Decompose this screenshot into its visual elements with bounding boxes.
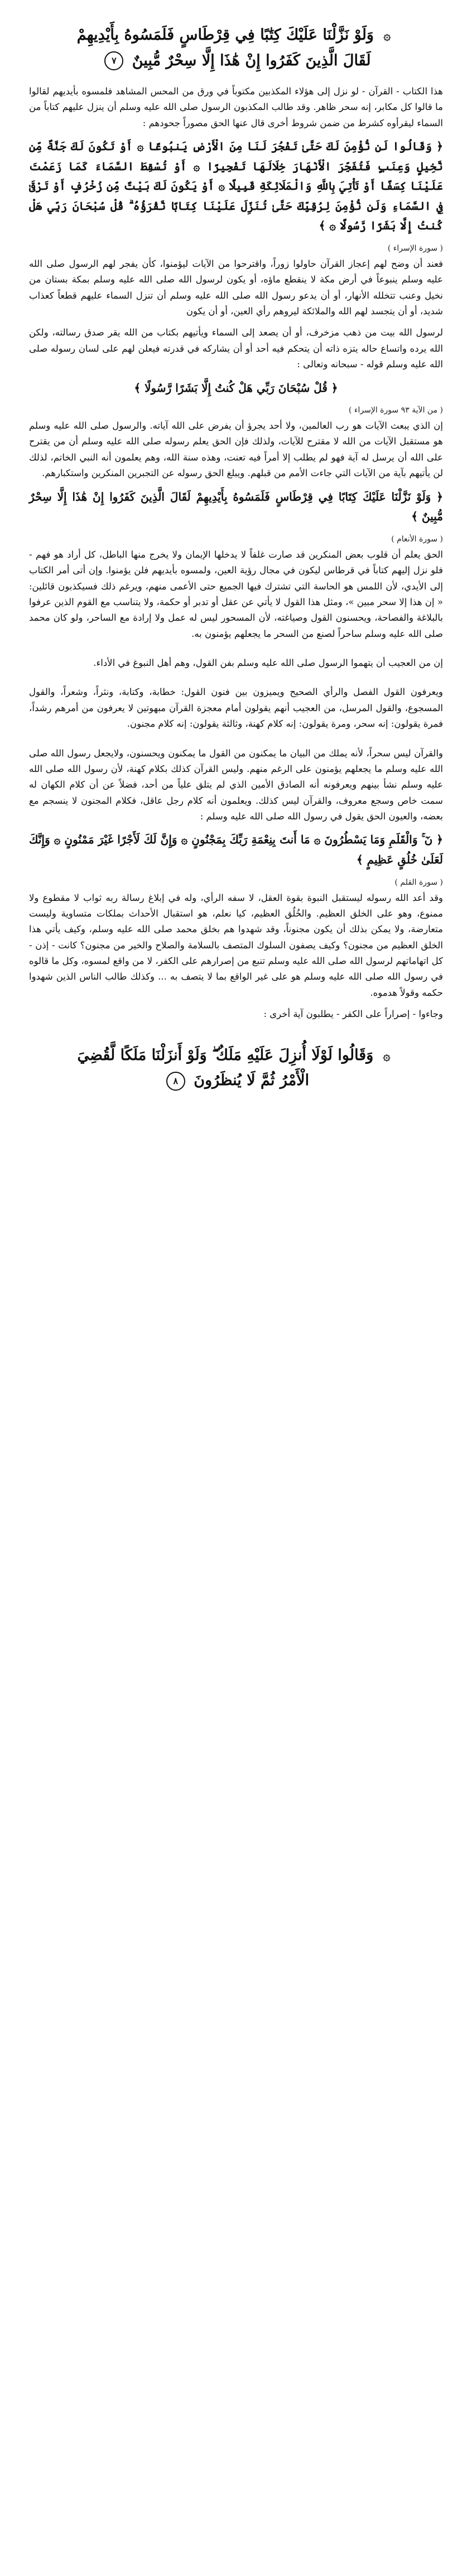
verse-anam: ﴿ وَلَوْ نَزَّلْنَا عَلَيْكَ كِتَابًا فِي قِرْطَاسٍ فَلَمَسُوهُ بِأَيْدِيهِمْ لَقَالَ الَّذِينَ كَفَرُوا إِنْ هَٰذَا إِلَّا سِحْرٌ مُّبِينٌ ﴾ bbox=[29, 490, 443, 524]
banner-top-line-1 bbox=[29, 22, 443, 48]
verse-isra: ﴿ وَقَالُوا لَن نُّؤْمِنَ لَكَ حَتَّىٰ تَفْجُرَ لَنَا مِنَ الْأَرْضِ يَنبُوعًا ۞ أَوْ تَكُونَ لَكَ جَنَّةٌ مِّن نَّخِيلٍ وَعِنَبٍ فَتُفَجِّرَ الْأَنْهَارَ خِلَالَهَا تَفْجِيرًا ۞ أَوْ تُسْقِطَ السَّمَاءَ كَمَا زَعَمْتَ عَلَيْنَا كِسَفًا أَوْ تَأْتِيَ بِاللَّهِ وَالْمَلَائِكَةِ قَبِيلًا ۞ أَوْ يَكُونَ لَكَ بَيْتٌ مِّن زُخْرُفٍ أَوْ تَرْقَىٰ فِي السَّمَاءِ وَلَن نُّؤْمِنَ لِرُقِيِّكَ حَتَّىٰ تُنَزِّلَ عَلَيْنَا كِتَابًا نَّقْرَؤُهُ ۗ قُلْ سُبْحَانَ رَبِّي هَلْ كُنتُ إِلَّا بَشَرًا رَّسُولًا ۞ ﴾ bbox=[29, 139, 443, 233]
paragraph-6: إن من العجيب أن يتهموا الرسول صلى الله عليه وسلم بفن القول، وهم أهل النبوغ في الأداء. bbox=[93, 658, 443, 669]
spacer bbox=[29, 677, 443, 684]
banner-bottom-line-1 bbox=[29, 1043, 443, 1068]
paragraph-4: إن الذي يبعث الآيات هو رب العالمين، ولا أحد يجرؤ أن يفرض على الله آياته. والرسول صلى الله عليه وسلم هو مستقبل الآيات من الله لا مقترح للآيات، ولذلك فإن الحق يعلم رسوله صلى الله عليه وسلم أن من يقترح على الله أن يرسل له آية فهو لم يطلب إلا أمراً فيه تعنت، وهذه سنة الله، وهم يعلمون أنه النبي الخاتم، لذلك لن يأتيهم بآية من الآيات التي جاءت الأمم من قبلهم. ويبلغ الحق رسوله عن التجبرين المنكرين واستكبارهم. bbox=[29, 420, 443, 479]
paragraph-5: الحق يعلم أن قلوب بعض المنكرين قد صارت غلفاً لا يدخلها الإيمان ولا يخرج منها الباطل، كل أراد هو فهم - فلو نزل إليهم كتاباً في قرطاس ليكون في مجال رؤية العين، ولمسوه بأيديهم فلن يؤمنوا. وإن أتى أمر الكتاب إلى الأيدي، لأن اللمس هو الحاسة التي تشترك فيها الجميع حتى الأعمى منهم، ويرغم ذلك فسيكذبون قائلين: « إن هذا إلا سحر مبين »، ومثل هذا القول لا يأتي عن عقل أو تدبر أو حكمة، ولا يتناسب مع القوم الذين عرفوا بالبلاغة والفصاحة، ويحسنون القول وصياغته، لأن المسحور ليس له عمل ولا إرادة مع الساحر، ولو كان محمد صلى الله عليه وسلم ساحراً لصنع من السحر ما يجعلهم يؤمنون به. bbox=[29, 549, 443, 639]
paragraph-2: فعند أن وضح لهم إعجاز القرآن حاولوا زوراً، واقترحوا من الآيات ليؤمنوا، كأن يفجر لهم الرسول صلى الله عليه وسلم ينبوعاً في أرض مكة لا ينقطع ماؤه، أو يكون لرسول الله صلى الله عليه وسلم بمكة بستان من نخيل وعنب تتخلله الأنهار، أو أن يدعو رسول الله صلى الله عليه وسلم أن تنزل السماء عليهم قطعاً كعذاب شديد، أو أن يتجسد لهم الله والملائكة ليروهم رأي العين، أو أن يكون bbox=[29, 258, 443, 316]
paragraph-8: والقرآن ليس سحراً، لأنه يملك من البيان ما يمكنون من القول ما يمكنون ويحسنون، ولايجعل رسول الله صلى الله عليه وسلم ما يجعلهم يؤمنون على الرغم منهم. وليس القرآن كذلك بكلام كهنة، لأن رسول الله صلى الله عليه وسلم نشأ بينهم ويعرفونه أنه الصادق الأمين الذي لم يتلق علياً من أحد، فضلاً عن أن كلام الكهان له سمت خاص وسجع معروف، والقرآن ليس كذلك. ويعلمون أنه كلام رجل عاقل، فكلام المجنون لا ينسجم مع بعضه، والعيون الحق يقول في رسول الله صلى الله عليه وسلم : bbox=[29, 747, 443, 822]
source-label-4: ( سورة القلم ) bbox=[394, 877, 443, 887]
verse-qalam: ﴿ نٓ ۚ وَالْقَلَمِ وَمَا يَسْطُرُونَ ۞ مَا أَنتَ بِنِعْمَةِ رَبِّكَ بِمَجْنُونٍ ۞ وَإِنَّ لَكَ لَأَجْرًا غَيْرَ مَمْنُونٍ ۞ وَإِنَّكَ لَعَلَىٰ خُلُقٍ عَظِيمٍ ﴾ bbox=[29, 833, 443, 866]
spacer bbox=[29, 647, 443, 655]
ayah-number-badge: ٨ bbox=[166, 1072, 185, 1091]
spacer bbox=[29, 1028, 443, 1043]
spacer bbox=[29, 738, 443, 746]
paragraph-1: هذا الكتاب - القرآن - لو نزل إلى هؤلاء المكذبين مكتوباً في ورق من المحس المشاهد فلمسوه بأيديهم لقالوا ما قالوا كل مكابر، إنه سحر ظاهر. وقد طالب المكذبون الرسول صلى الله عليه وسلم أن ينزل عليهم كتاباً من السماء ليقرأوه كشرط من ضمن شروط أخرى قال عنها الحق مصوراً جحودهم : bbox=[29, 85, 443, 128]
paragraph-9: وقد أعد الله رسوله ليستقبل النبوة بقوة العقل، لا سفه الرأي، وله في إبلاغ رسالة ربه ثواب لا مقطوع ولا ممنوع، وهو على الخلق العظيم. والخُلُق العظيم، كيا نعلم، هو استقبال الأحداث بملكات متساوية وليست متعارضة، ولا يمكن بذلك أن يكون مجنوناً، وقد شهدوا هم بخلق محمد صلى الله عليه وسلم، وكيف يأتي هذا الخلق العظيم من مجنون؟ وكيف يصفون السلوك المتصف بالسلامة والصلاح والخير من مجنون؟ كانت - إذن - كل اتهاماتهم لرسول الله صلى الله عليه وسلم تنبع من إصرارهم على الكفر، لا من واقع لمسوه، وكل ما قالوه في رسول الله صلى الله عليه وسلم هو على غير الواقع بما لا يتصف به ... وكذلك طالب الناس الذين شهدوا حكمه وقولاً هدموه. bbox=[29, 892, 443, 998]
source-label-3: ( سورة الأنعام ) bbox=[391, 534, 443, 544]
paragraph-10: وجاءوا - إصراراً على الكفر - يطلبون آية أخرى : bbox=[263, 1009, 443, 1020]
banner-bottom-line-2 bbox=[29, 1068, 443, 1093]
verse-isra-93: ﴿ قُلْ سُبْحَانَ رَبِّي هَلْ كُنتُ إِلَّا بَشَرًا رَّسُولًا ﴾ bbox=[134, 381, 338, 395]
quran-banner-bottom bbox=[29, 1043, 443, 1094]
paragraph-3: لرسول الله بيت من ذهب مزخرف، أو أن يصعد إلى السماء ويأتيهم بكتاب من الله يقر صدق رسالته، ولكن الله يرده واتساع حاله يتزه ذاته أن يتحكم فيه أحد أو أن يشاركه في قدرته فيعلن لهم على لسان رسوله صلى الله عليه وسلم قوله - سبحانه وتعالى : bbox=[29, 327, 443, 370]
banner-bottom-text-2: الْأَمْرُ ثُمَّ لَا يُنظَرُونَ bbox=[194, 1072, 310, 1090]
ornament-icon: ۞ bbox=[383, 1048, 391, 1063]
banner-bottom-text-1: وَقَالُوا لَوْلَا أُنزِلَ عَلَيْهِ مَلَكٌ ۖ وَلَوْ أَنزَلْنَا مَلَكًا لَّقُضِيَ bbox=[77, 1046, 374, 1064]
source-label-1: ( سورة الإسراء ) bbox=[387, 243, 443, 253]
quran-banner-top bbox=[29, 22, 443, 74]
paragraph-7: ويعرفون القول الفصل والرأي الصحيح ويميزون بين فنون القول: خطابة، وكتابة، ونثراً، وشعراً، والقول المسجوع، والقول المرسل، من العجيب أنهم يقولون أمام معجزة القرآن مبهوتين لا يعرفون من أمرهم رشداً، فمرة يقولون: إنه سحر، ومرة يقولون: إنه كلام كهنة، وثالثة يقولون: إنه كلام مجنون. bbox=[29, 687, 443, 730]
banner-top-text-1: وَلَوْ نَزَّلْنَا عَلَيْكَ كِتَٰبًا فِي قِرْطَاسٍ فَلَمَسُوهُ بِأَيْدِيهِمْ bbox=[76, 26, 374, 44]
banner-top-text-2: لَقَالَ الَّذِينَ كَفَرُوا إِنْ هَٰذَا إِلَّا سِحْرٌ مُّبِينٌ bbox=[132, 51, 371, 69]
ayah-number-badge: ٧ bbox=[104, 51, 123, 70]
banner-top-line-2 bbox=[29, 48, 443, 74]
ornament-icon: ۞ bbox=[383, 28, 391, 43]
source-label-2: ( من الآية ٩٣ سورة الإسراء ) bbox=[349, 406, 443, 415]
